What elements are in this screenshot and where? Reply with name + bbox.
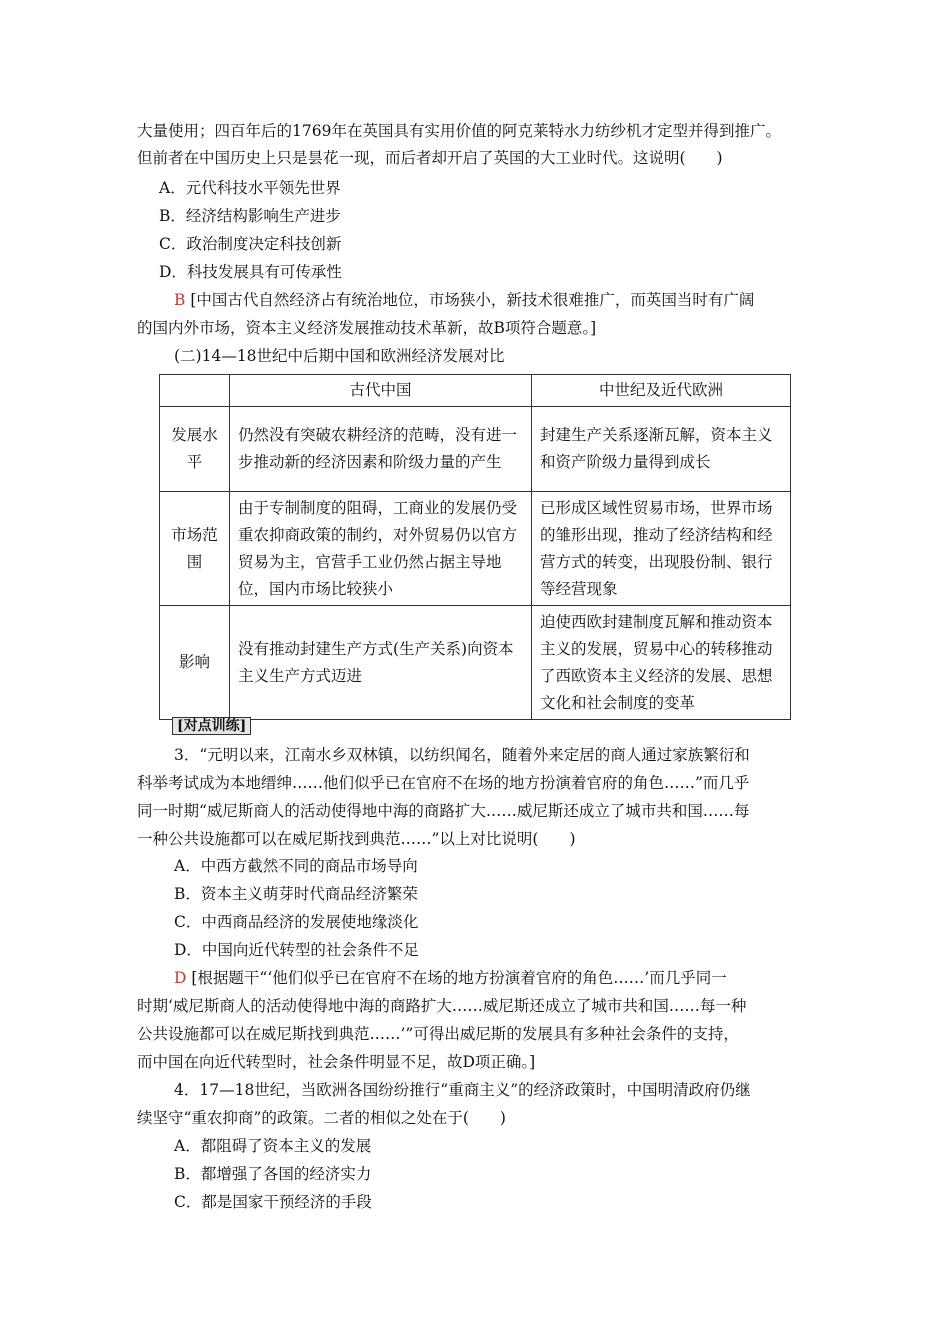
table-cell: 迫使西欧封建制度瓦解和推动资本主义的发展，贸易中心的转移推动了西欧资本主义经济的发展、思想文化和社会制度的变革 (532, 606, 791, 720)
question-4-line: 4．17—18世纪，当欧洲各国纷纷推行“重商主义”的经济政策时，中国明清政府仍继 (174, 1081, 751, 1099)
answer-line: 而中国在向近代转型时，社会条件明显不足，故D项正确。] (137, 1053, 536, 1071)
paragraph-line: 大量使用；四百年后的1769年在英国具有实用价值的阿克莱特水力纺纱机才定型并得到推广。 (137, 122, 781, 140)
option-a: A．元代科技水平领先世界 (159, 179, 341, 197)
table-cell: 封建生产关系逐渐瓦解，资本主义和资产阶级力量得到成长 (532, 407, 791, 492)
table-row (160, 492, 791, 606)
section-title: (二)14—18世纪中后期中国和欧洲经济发展对比 (174, 347, 505, 365)
paragraph-line: 但前者在中国历史上只是昙花一现，而后者却开启了英国的大工业时代。这说明( ) (137, 149, 723, 167)
option-b: B．都增强了各国的经济实力 (174, 1165, 372, 1183)
table-row (160, 407, 791, 492)
question-3-line: 科举考试成为本地缙绅……他们似乎已在官府不在场的地方扮演着官府的角色……”而几乎 (137, 774, 750, 792)
table-cell: 已形成区域性贸易市场，世界市场的雏形出现，推动了经济结构和经营方式的转变，出现股份制、银行等经营现象 (532, 492, 791, 606)
row-header: 影响 (160, 606, 230, 720)
question-3-line: 同一时期“威尼斯商人的活动使得地中海的商路扩大……威尼斯还成立了城市共和国……每 (137, 802, 750, 820)
column-header: 古代中国 (230, 375, 532, 407)
table-corner-cell (160, 375, 230, 407)
option-c: C．都是国家干预经济的手段 (174, 1193, 372, 1211)
answer-text: [中国古代自然经济占有统治地位，市场狭小，新技术很难推广，而英国当时有广阔 (190, 291, 755, 309)
table-cell: 仍然没有突破农耕经济的范畴，没有进一步推动新的经济因素和阶级力量的产生 (230, 407, 532, 492)
answer-line: 的国内外市场，资本主义经济发展推动技术革新，故B项符合题意。] (137, 319, 597, 337)
option-d: D．科技发展具有可传承性 (159, 263, 342, 281)
row-header: 发展水平 (160, 407, 230, 492)
row-header: 市场范围 (160, 492, 230, 606)
answer-line: 公共设施都可以在威尼斯找到典范……’”可得出威尼斯的发展具有多种社会条件的支持， (137, 1025, 739, 1043)
table-cell: 由于专制制度的阻碍，工商业的发展仍受重农抑商政策的制约，对外贸易仍以官方贸易为主，官营手工业仍然占据主导地位，国内市场比较狭小 (230, 492, 532, 606)
option-d: D．中国向近代转型的社会条件不足 (174, 941, 419, 959)
option-a: A．中西方截然不同的商品市场导向 (174, 857, 418, 875)
table-row (160, 606, 791, 720)
comparison-table (159, 374, 791, 720)
option-c: C．政治制度决定科技创新 (159, 235, 342, 253)
question-3-line: 一种公共设施都可以在威尼斯找到典范……”以上对比说明( ) (137, 830, 576, 848)
practice-tag: [对点训练] (172, 717, 251, 735)
option-b: B．资本主义萌芽时代商品经济繁荣 (174, 885, 418, 903)
answer-letter: B (174, 291, 186, 309)
answer-line: 时期‘威尼斯商人的活动使得地中海的商路扩大……威尼斯还成立了城市共和国……每一种 (137, 997, 747, 1015)
answer-letter: D (174, 969, 187, 987)
answer-line (174, 290, 754, 310)
table-cell: 没有推动封建生产方式(生产关系)向资本主义生产方式迈进 (230, 606, 532, 720)
option-c: C．中西商品经济的发展使地缘淡化 (174, 913, 419, 931)
option-b: B．经济结构影响生产进步 (159, 207, 341, 225)
option-a: A．都阻碍了资本主义的发展 (174, 1137, 372, 1155)
question-4-line: 续坚守“重农抑商”的政策。二者的相似之处在于( ) (137, 1109, 506, 1127)
column-header: 中世纪及近代欧洲 (532, 375, 791, 407)
answer-text: [根据题干“‘他们似乎已在官府不在场的地方扮演着官府的角色……’而几乎同一 (191, 969, 727, 987)
answer-line (174, 968, 727, 988)
question-3-line: 3．“元明以来，江南水乡双林镇，以纺织闻名，随着外来定居的商人通过家族繁衍和 (174, 746, 750, 764)
table-header-row (160, 375, 791, 407)
